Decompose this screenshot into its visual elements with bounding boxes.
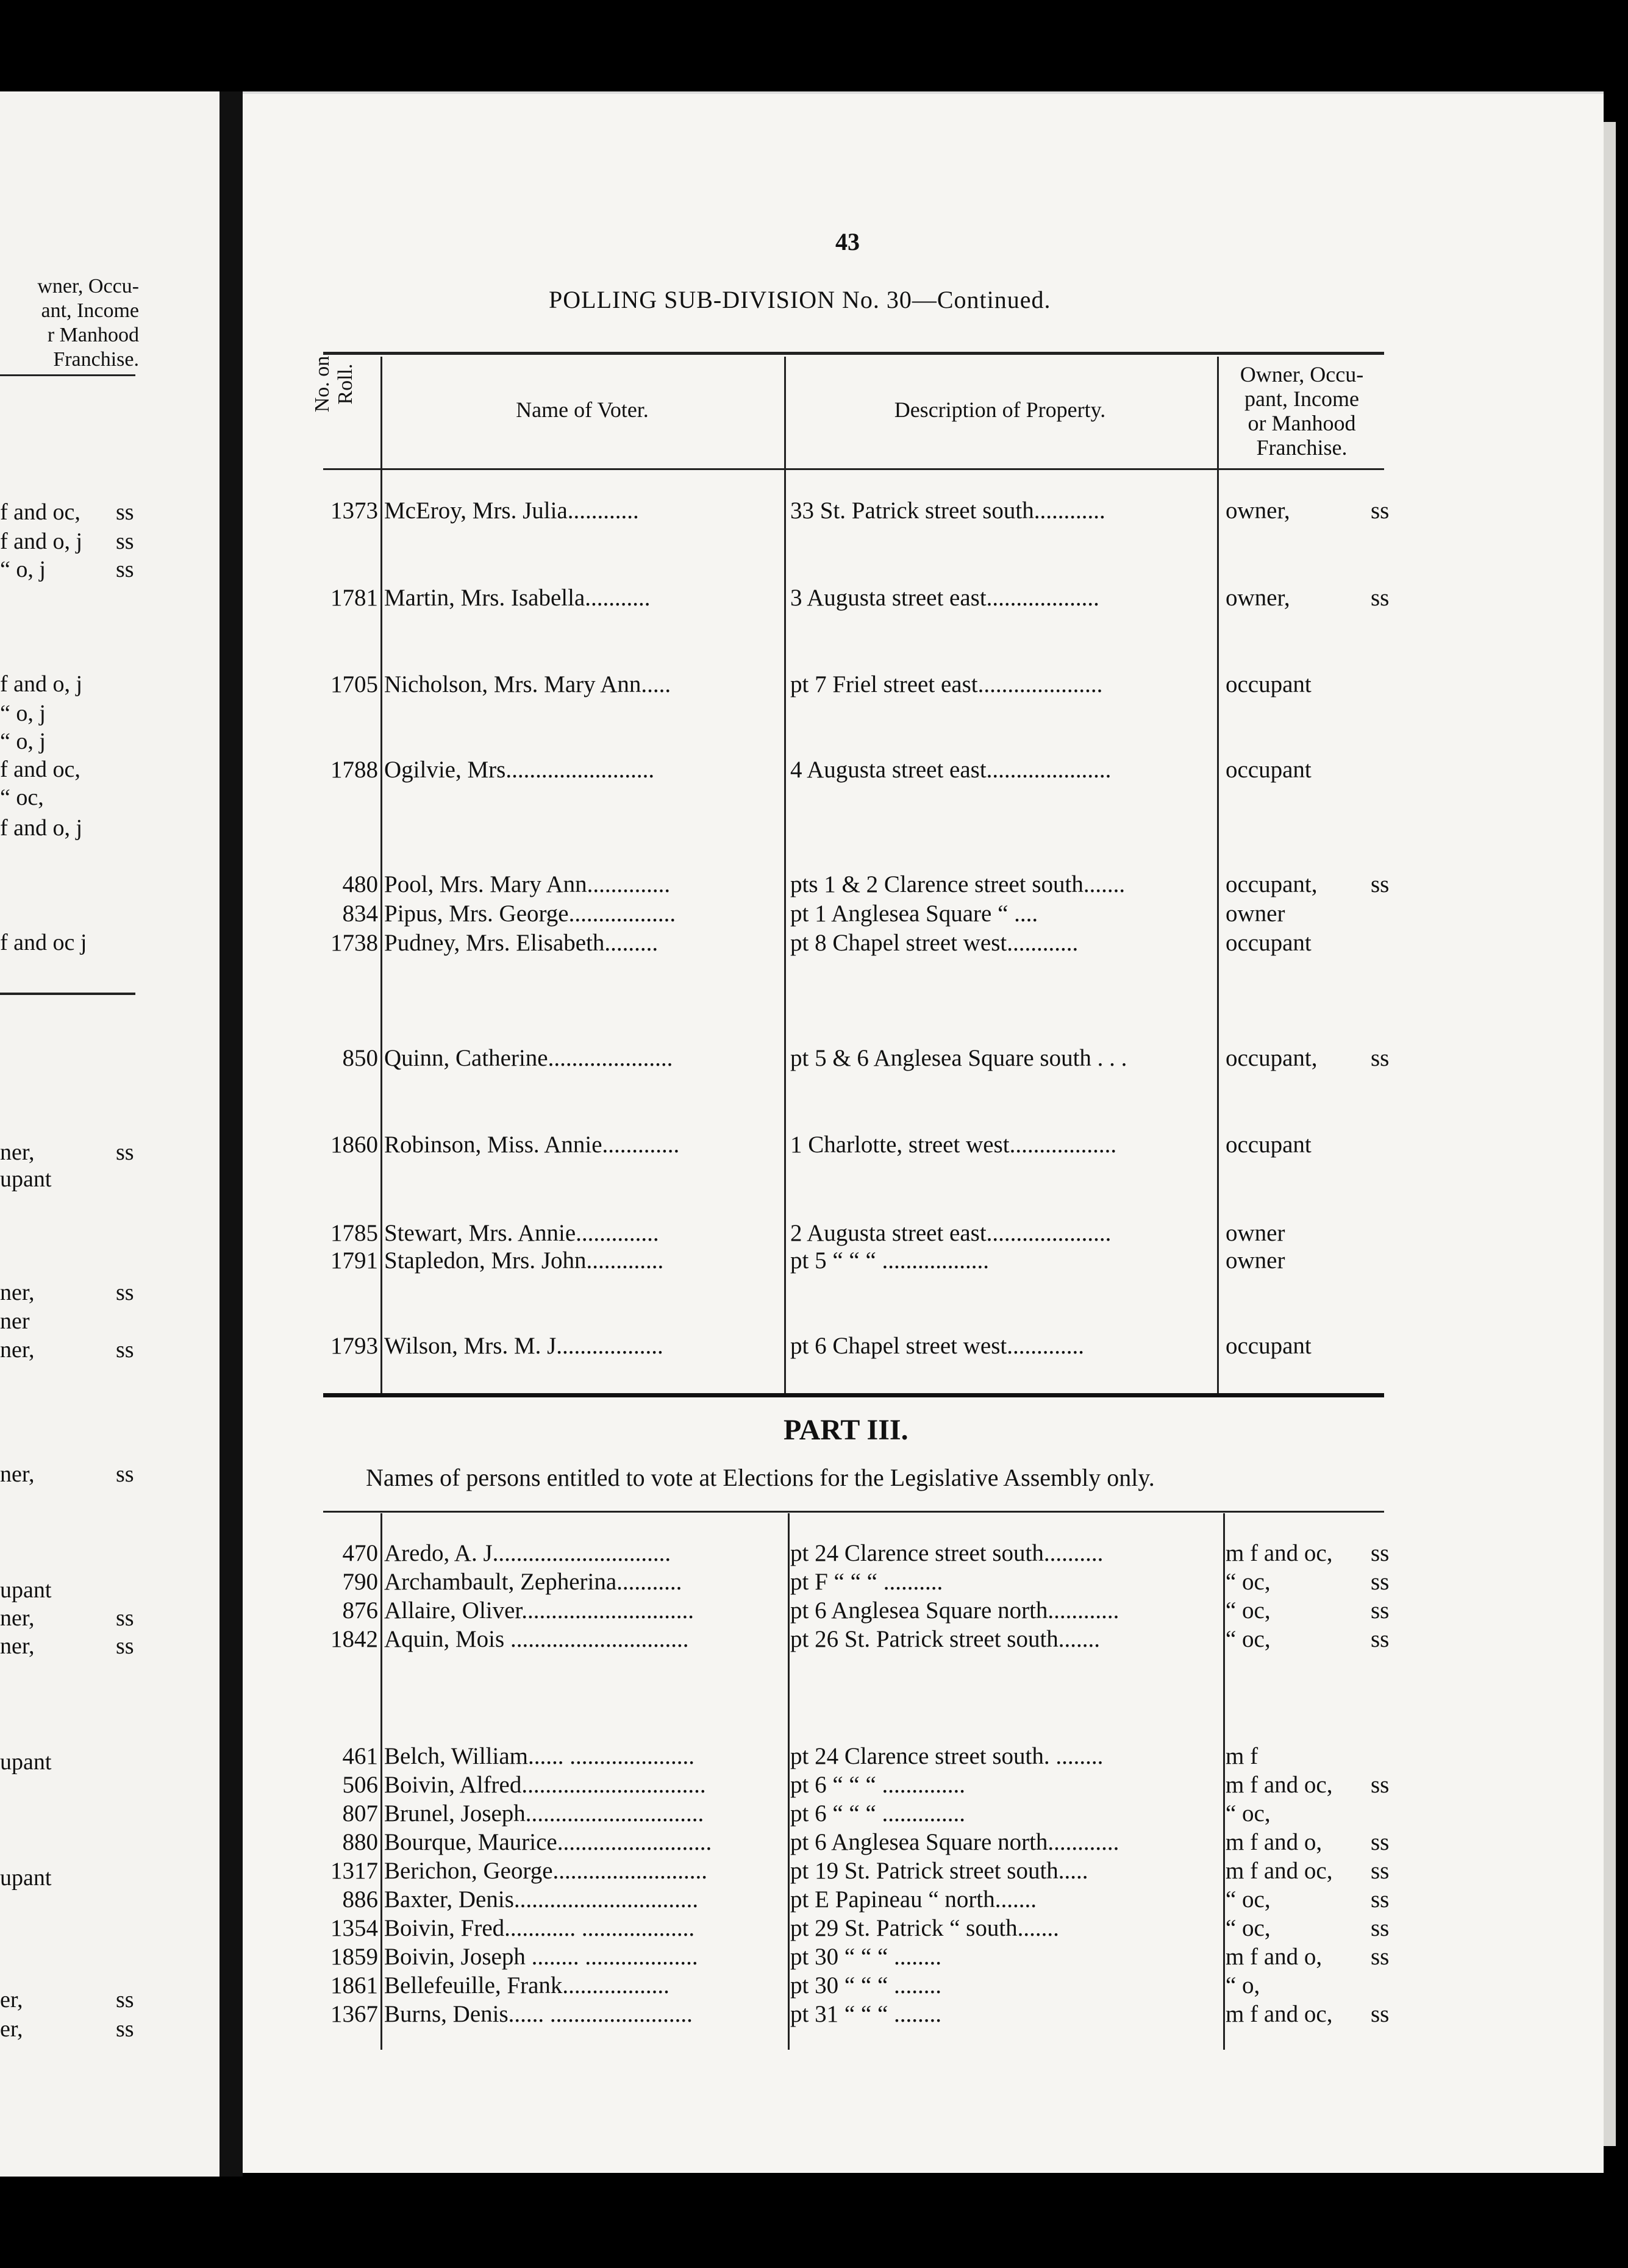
table-row (0, 1219, 1628, 1249)
voter-name: Pudney, Mrs. Elisabeth......... (384, 930, 659, 956)
voter-name: Nicholson, Mrs. Mary Ann..... (384, 671, 671, 697)
voter-name: Archambault, Zepherina........... (384, 1569, 682, 1595)
roll-number: 850 (342, 1045, 378, 1071)
left-franchise: ner, (0, 1139, 35, 1165)
franchise-type: m f and oc, (1226, 2001, 1333, 2027)
voter-name: Stapledon, Mrs. John............. (384, 1247, 664, 1274)
left-ss-mark: ss (116, 557, 134, 582)
property-description: 3 Augusta street east................... (790, 585, 1099, 611)
page-title: POLLING SUB-DIVISION No. 30—Continued. (549, 286, 1051, 313)
ss-mark: ss (1371, 1569, 1390, 1595)
franchise-type: m f and o, (1226, 1944, 1323, 1970)
left-franchise: er, (0, 2016, 23, 2042)
table-row (0, 1886, 1628, 1915)
left-header-rule (0, 374, 135, 376)
franchise-type: occupant, (1226, 871, 1318, 897)
left-franchise: f and oc, (0, 499, 80, 525)
property-description: pt 6 Anglesea Square north............ (790, 1829, 1119, 1855)
left-franchise: upant (0, 1166, 52, 1192)
property-description: pt 6 “ “ “ .............. (790, 1772, 966, 1798)
table-row (0, 1625, 1628, 1655)
property-description: 4 Augusta street east..................... (790, 757, 1112, 783)
ss-mark: ss (1371, 585, 1390, 611)
table-row (0, 497, 1628, 526)
roll-number: 1788 (330, 757, 378, 783)
property-description: pt 5 “ “ “ .................. (790, 1247, 990, 1274)
left-ss-mark: ss (116, 499, 134, 525)
left-section-rule (0, 993, 135, 995)
left-header-line: Franchise. (53, 348, 139, 371)
left-franchise: f and oc j (0, 930, 87, 955)
table-row (0, 584, 1628, 613)
ss-mark: ss (1371, 871, 1390, 897)
left-franchise: f and o, j (0, 529, 83, 554)
ss-mark: ss (1371, 1772, 1390, 1798)
franchise-type: occupant (1226, 1132, 1312, 1158)
property-description: 33 St. Patrick street south............ (790, 497, 1105, 524)
property-description: pt F “ “ “ .......... (790, 1569, 943, 1595)
left-ss-mark: ss (116, 2016, 134, 2042)
header-franchise-line: Owner, Occu- (1240, 362, 1364, 387)
left-franchise: upant (0, 1865, 52, 1891)
roll-number: 1861 (330, 1972, 378, 1999)
ss-mark: ss (1371, 1886, 1390, 1913)
voter-name: Stewart, Mrs. Annie.............. (384, 1220, 659, 1246)
voter-name: Berichon, George.......................... (384, 1858, 708, 1884)
franchise-type: occupant, (1226, 1045, 1318, 1071)
table-top-rule (323, 352, 1384, 355)
voter-name: Belch, William...... ..................... (384, 1743, 694, 1769)
part-three-title: PART III. (784, 1414, 909, 1446)
left-franchise: upant (0, 1577, 52, 1603)
roll-number: 807 (342, 1800, 378, 1827)
roll-number: 1859 (330, 1944, 378, 1970)
property-description: pt 6 “ “ “ .............. (790, 1800, 966, 1827)
table-row (0, 929, 1628, 958)
franchise-type: occupant (1226, 1333, 1312, 1359)
roll-number: 1317 (330, 1858, 378, 1884)
table-row (0, 1044, 1628, 1074)
property-description: pt 6 Anglesea Square north............ (790, 1597, 1119, 1624)
voter-name: Aredo, A. J.............................. (384, 1540, 671, 1566)
left-ss-mark: ss (116, 1461, 134, 1487)
left-ss-mark: ss (116, 1987, 134, 2013)
table-row (0, 1742, 1628, 1772)
voter-name: Ogilvie, Mrs......................... (384, 757, 655, 783)
franchise-type: occupant (1226, 671, 1312, 697)
franchise-type: “ oc, (1226, 1915, 1271, 1941)
roll-number: 1373 (330, 497, 378, 524)
franchise-type: owner (1226, 1247, 1285, 1274)
ss-mark: ss (1371, 1045, 1390, 1071)
left-franchise: ner, (0, 1461, 35, 1487)
voter-name: Quinn, Catherine..................... (384, 1045, 673, 1071)
property-description: pt 24 Clarence street south. ........ (790, 1743, 1104, 1769)
table-row (0, 1247, 1628, 1276)
roll-number: 880 (342, 1829, 378, 1855)
table-row (0, 1800, 1628, 1829)
part-divider-rule (323, 1393, 1384, 1397)
left-header-line: r Manhood (47, 324, 139, 346)
property-description: pt 5 & 6 Anglesea Square south . . . (790, 1045, 1127, 1071)
roll-number: 1738 (330, 930, 378, 956)
left-franchise: “ oc, (0, 785, 44, 810)
property-description: pt 29 St. Patrick “ south....... (790, 1915, 1059, 1941)
table-row (0, 1539, 1628, 1569)
left-ss-mark: ss (116, 1280, 134, 1305)
table-row (0, 2000, 1628, 2030)
page-number: 43 (835, 228, 860, 255)
table-header-rule (323, 468, 1384, 470)
left-franchise: “ o, j (0, 557, 46, 582)
left-franchise: ner, (0, 1337, 35, 1363)
left-header-line: ant, Income (41, 299, 139, 322)
voter-name: Bourque, Maurice.......................... (384, 1829, 712, 1855)
voter-name: Boivin, Alfred............................... (384, 1772, 706, 1798)
left-ss-mark: ss (116, 529, 134, 554)
voter-name: Aquin, Mois .............................. (384, 1626, 689, 1652)
left-franchise: ner, (0, 1633, 35, 1659)
voter-name: Pool, Mrs. Mary Ann.............. (384, 871, 671, 897)
property-description: pt 30 “ “ “ ........ (790, 1944, 942, 1970)
franchise-type: m f and oc, (1226, 1772, 1333, 1798)
voter-name: Boivin, Joseph ........ ................... (384, 1944, 698, 1970)
voter-name: Wilson, Mrs. M. J.................. (384, 1333, 663, 1359)
table-row (0, 756, 1628, 785)
franchise-type: “ oc, (1226, 1800, 1271, 1827)
left-ss-mark: ss (116, 1605, 134, 1631)
left-franchise: ner, (0, 1280, 35, 1305)
voter-name: McEroy, Mrs. Julia............ (384, 497, 639, 524)
left-ss-mark: ss (116, 1139, 134, 1165)
voter-name: Pipus, Mrs. George.................. (384, 900, 676, 927)
left-franchise: f and oc, (0, 757, 80, 782)
voter-name: Boivin, Fred............ ................... (384, 1915, 695, 1941)
property-description: pts 1 & 2 Clarence street south....... (790, 871, 1126, 897)
franchise-type: m f and oc, (1226, 1540, 1333, 1566)
franchise-type: owner, (1226, 585, 1290, 611)
header-franchise-line: pant, Income (1244, 387, 1359, 411)
property-description: pt 7 Friel street east..................... (790, 671, 1103, 697)
roll-number: 1791 (330, 1247, 378, 1274)
roll-number: 1781 (330, 585, 378, 611)
roll-number: 1793 (330, 1333, 378, 1359)
header-description-of-property: Description of Property. (894, 398, 1106, 422)
table-row (0, 1857, 1628, 1886)
franchise-type: “ oc, (1226, 1886, 1271, 1913)
table-row (0, 1771, 1628, 1800)
header-franchise-line: or Manhood (1248, 411, 1356, 435)
ss-mark: ss (1371, 1540, 1390, 1566)
left-ss-mark: ss (116, 1633, 134, 1659)
part-three-subtitle: Names of persons entitled to vote at Elections for the Legislative Assembly only. (366, 1464, 1155, 1491)
property-description: pt 26 St. Patrick street south....... (790, 1626, 1101, 1652)
franchise-type: occupant (1226, 930, 1312, 956)
left-franchise: upant (0, 1749, 52, 1775)
part-three-rule (323, 1511, 1384, 1513)
roll-number: 461 (342, 1743, 378, 1769)
voter-name: Burns, Denis...... ........................ (384, 2001, 693, 2027)
roll-number: 1705 (330, 671, 378, 697)
left-franchise: ner, (0, 1605, 35, 1631)
ss-mark: ss (1371, 1597, 1390, 1624)
table-row (0, 1597, 1628, 1626)
franchise-type: m f and o, (1226, 1829, 1323, 1855)
roll-number: 1367 (330, 2001, 378, 2027)
left-franchise: “ o, j (0, 729, 46, 754)
roll-number: 1354 (330, 1915, 378, 1941)
property-description: pt 31 “ “ “ ........ (790, 2001, 942, 2027)
property-description: pt 1 Anglesea Square “ .... (790, 900, 1038, 927)
ss-mark: ss (1371, 2001, 1390, 2027)
header-no-on-roll: No. on Roll. (311, 355, 357, 413)
roll-number: 834 (342, 900, 378, 927)
header-franchise (1219, 362, 1384, 460)
ss-mark: ss (1371, 1626, 1390, 1652)
roll-number: 790 (342, 1569, 378, 1595)
franchise-type: “ oc, (1226, 1597, 1271, 1624)
property-description: pt 24 Clarence street south.......... (790, 1540, 1104, 1566)
roll-number: 1860 (330, 1132, 378, 1158)
table-row (0, 1914, 1628, 1944)
property-description: pt 6 Chapel street west............. (790, 1333, 1084, 1359)
property-description: pt 30 “ “ “ ........ (790, 1972, 942, 1999)
left-franchise: er, (0, 1987, 23, 2013)
franchise-type: owner (1226, 900, 1285, 927)
left-franchise: ner (0, 1308, 30, 1334)
ss-mark: ss (1371, 1915, 1390, 1941)
franchise-type: owner (1226, 1220, 1285, 1246)
roll-number: 470 (342, 1540, 378, 1566)
voter-name: Robinson, Miss. Annie............. (384, 1132, 680, 1158)
roll-number: 1842 (330, 1626, 378, 1652)
table-row (0, 1332, 1628, 1361)
table-row (0, 871, 1628, 900)
franchise-type: “ oc, (1226, 1626, 1271, 1652)
voter-name: Bellefeuille, Frank.................. (384, 1972, 669, 1999)
franchise-type: “ oc, (1226, 1569, 1271, 1595)
table-row (0, 1828, 1628, 1858)
header-name-of-voter: Name of Voter. (516, 398, 649, 422)
table-row (0, 671, 1628, 700)
franchise-type: m f and oc, (1226, 1858, 1333, 1884)
property-description: pt E Papineau “ north....... (790, 1886, 1037, 1913)
voter-name: Brunel, Joseph.............................. (384, 1800, 704, 1827)
roll-number: 506 (342, 1772, 378, 1798)
property-description: 1 Charlotte, street west.................. (790, 1132, 1117, 1158)
header-franchise-line: Franchise. (1256, 435, 1348, 460)
left-header-line: wner, Occu- (37, 275, 139, 298)
ss-mark: ss (1371, 1944, 1390, 1970)
table-row (0, 1943, 1628, 1972)
voter-name: Baxter, Denis............................... (384, 1886, 699, 1913)
ss-mark: ss (1371, 497, 1390, 524)
ss-mark: ss (1371, 1858, 1390, 1884)
left-franchise-header (0, 274, 139, 372)
franchise-type: “ o, (1226, 1972, 1260, 1999)
roll-number: 480 (342, 871, 378, 897)
franchise-type: m f (1226, 1743, 1258, 1769)
property-description: pt 19 St. Patrick street south..... (790, 1858, 1088, 1884)
voter-name: Martin, Mrs. Isabella........... (384, 585, 651, 611)
roll-number: 876 (342, 1597, 378, 1624)
left-franchise: “ o, j (0, 701, 46, 726)
voter-name: Allaire, Oliver............................. (384, 1597, 694, 1624)
franchise-type: occupant (1226, 757, 1312, 783)
table-row (0, 1972, 1628, 2001)
left-franchise: f and o, j (0, 815, 83, 841)
left-franchise: f and o, j (0, 671, 83, 697)
table-row (0, 1131, 1628, 1160)
property-description: 2 Augusta street east..................... (790, 1220, 1112, 1246)
table-row (0, 900, 1628, 929)
property-description: pt 8 Chapel street west............ (790, 930, 1079, 956)
ss-mark: ss (1371, 1829, 1390, 1855)
franchise-type: owner, (1226, 497, 1290, 524)
table-row (0, 1568, 1628, 1597)
roll-number: 886 (342, 1886, 378, 1913)
left-ss-mark: ss (116, 1337, 134, 1363)
roll-number: 1785 (330, 1220, 378, 1246)
